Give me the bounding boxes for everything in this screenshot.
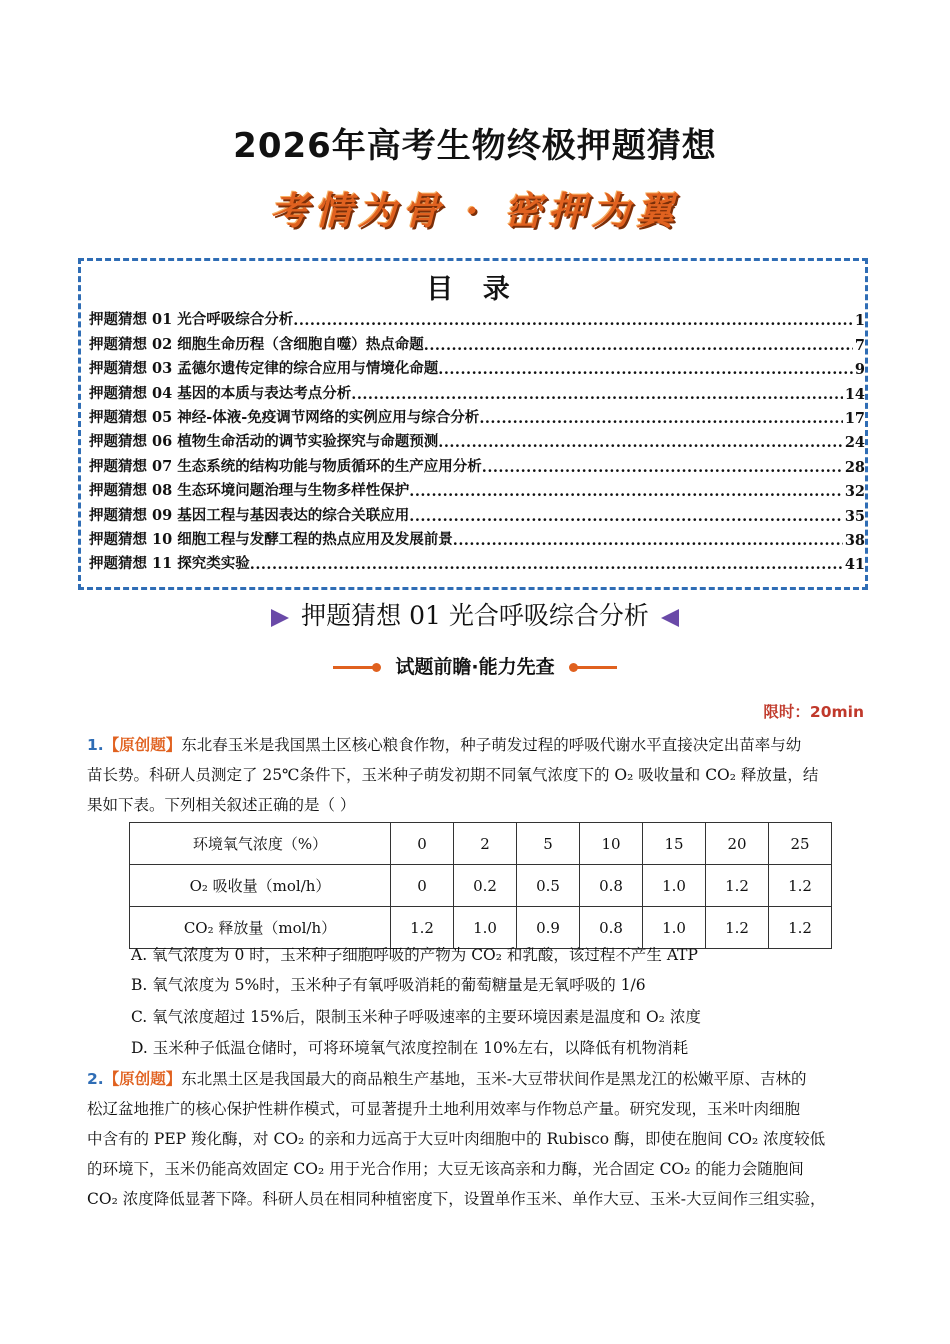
slogan-banner: 考情为骨 · 密押为翼 (270, 188, 680, 233)
table-cell: 0.2 (454, 865, 517, 907)
toc-item-label: 押题猜想 09 基因工程与基因表达的综合关联应用 (89, 506, 410, 524)
toc-leader (438, 361, 853, 378)
table-cell: 1.2 (391, 907, 454, 949)
table-cell: 15 (643, 823, 706, 865)
table-cell: 1.0 (643, 907, 706, 949)
toc-item-page: 7 (854, 336, 865, 354)
toc-item-label: 押题猜想 11 探究类实验 (89, 555, 250, 573)
toc-item-label: 押题猜想 05 神经-体液-免疫调节网络的实例应用与综合分析 (89, 408, 480, 426)
question-line: CO₂ 浓度降低显著下降。科研人员在相同种植密度下，设置单作玉米、单作大豆、玉米-大豆间作三组实验， (87, 1190, 826, 1208)
section-subtitle-text: 试题前瞻·能力先查 (395, 656, 555, 678)
toc-leader (250, 556, 843, 573)
option-d[interactable]: D. 玉米种子低温仓储时，可将环境氧气浓度控制在 10%左右，以降低有机物消耗 (131, 1039, 689, 1057)
toc-leader (351, 386, 843, 403)
oxygen-data-table (129, 822, 832, 949)
question-tag: 【原创题】 (103, 1070, 182, 1088)
option-c[interactable]: C. 氧气浓度超过 15%后，限制玉米种子呼吸速率的主要环境因素是温度和 O₂ 浓度 (131, 1008, 701, 1026)
option-a[interactable]: A. 氧气浓度为 0 时，玉米种子细胞呼吸的产物为 CO₂ 和乳酸，该过程不产生 ATP (131, 946, 698, 964)
toc-item[interactable] (89, 403, 865, 427)
table-row (130, 823, 832, 865)
table-cell: 1.2 (769, 865, 832, 907)
toc-leader (293, 312, 853, 329)
table-cell: 1.2 (706, 907, 769, 949)
toc-item-label: 押题猜想 10 细胞工程与发酵工程的热点应用及发展前景 (89, 530, 453, 548)
toc-item[interactable] (89, 427, 865, 451)
table-cell: 2 (454, 823, 517, 865)
table-cell: 0.9 (517, 907, 580, 949)
section-subtitle (0, 652, 950, 679)
toc-item[interactable] (89, 329, 865, 353)
question-line: 苗长势。科研人员测定了 25℃条件下，玉米种子萌发初期不同氧气浓度下的 O₂ 吸收量和 CO₂ 释放量，结 (87, 766, 819, 784)
toc-item[interactable] (89, 305, 865, 329)
toc-leader (409, 483, 843, 500)
table-cell: 1.0 (643, 865, 706, 907)
table-cell: 1.0 (454, 907, 517, 949)
question-text: 东北黑土区是我国最大的商品粮生产基地，玉米-大豆带状间作是黑龙江的松嫩平原、吉林的 (181, 1070, 807, 1088)
toc-item-label: 押题猜想 03 孟德尔遗传定律的综合应用与情境化命题 (89, 360, 439, 378)
toc-item-page: 14 (844, 385, 865, 403)
toc-item-page: 32 (844, 483, 865, 501)
time-limit: 限时：20min (763, 703, 864, 721)
section-title-text: 押题猜想 01 光合呼吸综合分析 (301, 601, 649, 630)
toc-item-label: 押题猜想 07 生态系统的结构功能与物质循环的生产应用分析 (89, 457, 482, 475)
toc-leader (438, 434, 843, 451)
divider-dot-left-icon (333, 666, 377, 669)
question-2-stem (87, 1064, 867, 1214)
toc-item-page: 17 (844, 409, 865, 427)
table-row (130, 865, 832, 907)
toc-leader (453, 532, 843, 549)
toc-item-page: 24 (844, 434, 865, 452)
toc-item-label: 押题猜想 02 细胞生命历程（含细胞自噬）热点命题 (89, 335, 424, 353)
table-cell: 0.5 (517, 865, 580, 907)
table-cell: O₂ 吸收量（mol/h） (130, 865, 391, 907)
question-number: 1. (87, 736, 104, 754)
table-cell: 0 (391, 823, 454, 865)
question-tag: 【原创题】 (103, 736, 182, 754)
table-cell: 0.8 (580, 907, 643, 949)
toc-item-label: 押题猜想 01 光合呼吸综合分析 (89, 311, 294, 329)
toc-item[interactable] (89, 354, 865, 378)
table-cell: 环境氧气浓度（%） (130, 823, 391, 865)
toc-leader (409, 508, 843, 525)
question-number: 2. (87, 1070, 104, 1088)
table-cell: 20 (706, 823, 769, 865)
table-cell: 5 (517, 823, 580, 865)
toc-heading: 目 录 (426, 274, 520, 305)
toc-leader (479, 410, 843, 427)
table-of-contents (78, 258, 868, 590)
triangle-left-icon (661, 609, 679, 627)
table-cell: 1.2 (706, 865, 769, 907)
toc-item-page: 1 (854, 312, 865, 330)
question-line (87, 730, 867, 760)
section-title (0, 596, 950, 632)
option-b[interactable]: B. 氧气浓度为 5%时，玉米种子有氧呼吸消耗的葡萄糖量是无氧呼吸的 1/6 (131, 976, 646, 994)
toc-item[interactable] (89, 500, 865, 524)
toc-item-label: 押题猜想 06 植物生命活动的调节实验探究与命题预测 (89, 433, 439, 451)
toc-item-label: 押题猜想 04 基因的本质与表达考点分析 (89, 384, 352, 402)
question-line (87, 1064, 867, 1094)
toc-leader (482, 459, 843, 476)
question-1-stem (87, 730, 867, 820)
toc-leader (424, 337, 853, 354)
table-cell: 10 (580, 823, 643, 865)
question-line: 果如下表。下列相关叙述正确的是（ ） (87, 796, 356, 814)
toc-item[interactable] (89, 451, 865, 475)
toc-item-label: 押题猜想 08 生态环境问题治理与生物多样性保护 (89, 482, 410, 500)
toc-item-page: 28 (844, 458, 865, 476)
question-line: 的环境下，玉米仍能高效固定 CO₂ 用于光合作用；大豆无该高亲和力酶，光合固定 CO₂ 的能力会随胞间 (87, 1160, 804, 1178)
question-line: 中含有的 PEP 羧化酶，对 CO₂ 的亲和力远高于大豆叶肉细胞中的 Rubisco 酶，即使在胞间 CO₂ 浓度较低 (87, 1130, 826, 1148)
question-line: 松辽盆地推广的核心保护性耕作模式，可显著提升土地利用效率与作物总产量。研究发现，玉米叶肉细胞 (87, 1100, 801, 1118)
table-cell: 0 (391, 865, 454, 907)
triangle-right-icon (271, 609, 289, 627)
toc-item[interactable] (89, 476, 865, 500)
table-cell: 1.2 (769, 907, 832, 949)
toc-item-page: 38 (844, 531, 865, 549)
toc-list (89, 305, 865, 573)
table-cell: 0.8 (580, 865, 643, 907)
toc-item-page: 9 (854, 361, 865, 379)
document-title: 2026年高考生物终极押题猜想 (233, 126, 717, 166)
table-cell: 25 (769, 823, 832, 865)
toc-item[interactable] (89, 549, 865, 573)
toc-item-page: 35 (844, 507, 865, 525)
toc-item-page: 41 (844, 556, 865, 574)
table-cell: CO₂ 释放量（mol/h） (130, 907, 391, 949)
divider-dot-right-icon (573, 666, 617, 669)
toc-item[interactable] (89, 525, 865, 549)
toc-item[interactable] (89, 378, 865, 402)
question-text: 东北春玉米是我国黑土区核心粮食作物，种子萌发过程的呼吸代谢水平直接决定出苗率与幼 (181, 736, 802, 754)
